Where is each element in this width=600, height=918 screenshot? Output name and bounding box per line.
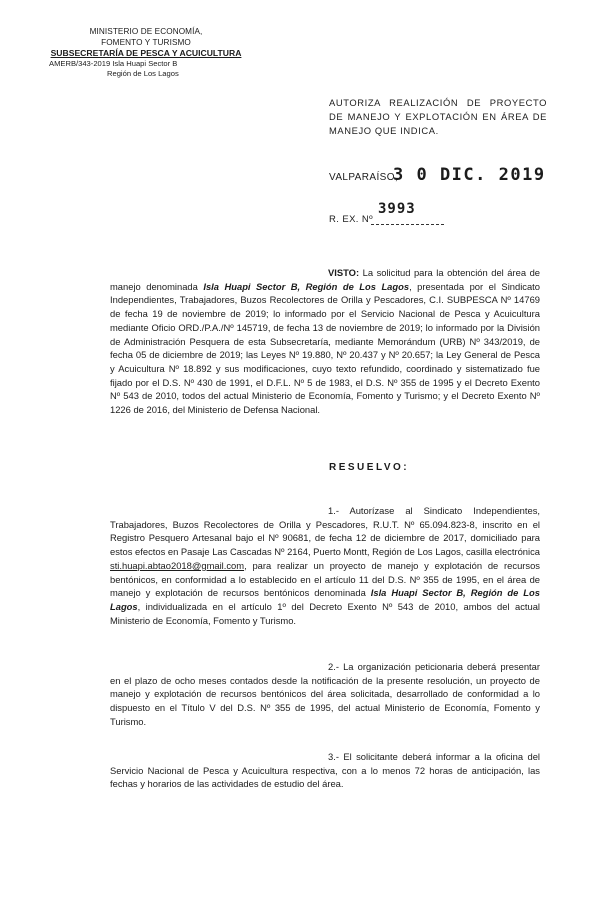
region-reference: Región de Los Lagos (107, 69, 179, 79)
article-3: 3.- El solicitante deberá informar a la oficina del Servicio Nacional de Pesca y Acuicultura respectiva, con a lo menos 72 horas de anticipación, las fechas y horarios de las actividades de estudio del área. (110, 751, 540, 790)
article-2: 2.- La organización peticionaria deberá presentar en el plazo de ocho meses contados desde la notificación de la presente resolución, un proyecto de manejo y explotación de recursos bentónicos del área solicitada, desarrollado de conformidad a lo dispuesto en el Título V del D.S. Nº 355 de 1995, del actual Ministerio de Economía, Fomento y Turismo. (110, 661, 540, 727)
article-1-text-1: 1.- Autorízase al Sindicato Independientes, Trabajadores, Buzos Recolectores de Orilla y Pescadores, R.U.T. Nº 65.094.823-8, inscrito en el Registro Pesquero Artesanal bajo el Nº 90681, de fecha 12 de diciembre de 2017, domiciliado para estos efectos en Pasaje Las Cascadas Nº 2164, Puerto Montt, Región de Los Lagos, casilla electrónica (110, 505, 540, 558)
email-link[interactable]: sti.huapi.abtao2018@gmail.com (110, 559, 245, 571)
visto-text-1: La solicitud para la obtención del área de manejo denominada (110, 267, 540, 292)
resolution-subject: AUTORIZA REALIZACIÓN DE PROYECTO DE MANEJO Y EXPLOTACIÓN EN ÁREA DE MANEJO QUE INDICA. (329, 97, 547, 136)
visto-paragraph (110, 266, 540, 417)
place-label: VALPARAÍSO, (329, 172, 399, 183)
ministry-name: MINISTERIO DE ECONOMÍA, (89, 27, 203, 36)
article-1-area-name: Isla Huapi Sector B, Región de Los Lagos (110, 587, 540, 612)
article-1 (110, 504, 540, 627)
date-stamp: 3 0 DIC. 2019 (393, 165, 546, 185)
article-1-text-3: , individualizada en el artículo 1º del Decreto Exento Nº 543 de 2010, ambos del actual Ministerio de Economía, Fomento y Turismo. (110, 600, 540, 626)
visto-area-name: Isla Huapi Sector B, Región de Los Lagos (203, 280, 410, 292)
letterhead (46, 27, 246, 80)
visto-label: VISTO: (328, 267, 360, 278)
resolution-number: 3993 (378, 201, 416, 217)
ministry-name-cont: FOMENTO Y TURISMO (101, 37, 191, 47)
article-1-text-2: , para realizar un proyecto de manejo y explotación de recursos bentónicos, en conformidad a lo establecido en el artículo 11 del D.S. Nº 355 de 1995, en el área de manejo y explotación de recursos bentónicos denominada (110, 559, 540, 599)
resolution-number-label: R. EX. Nº (329, 214, 374, 225)
visto-text-2: , presentada por el Sindicato Independientes, Trabajadores, Buzos Recolectores de Orilla y Pescadores, C.I. SUBPESCA Nº 14769 de fecha 19 de noviembre de 2019; lo informado por el Servicio Nacional de Pesca y Acuicultura mediante Oficio ORD./P.A./Nº 145719, de fecha 13 de noviembre de 2019; lo informado por la División de Administración Pesquera de esta Subsecretaría, mediante Memorándum (URB) Nº 343/2019, de fecha 05 de diciembre de 2019; las Leyes Nº 19.880, Nº 20.437 y Nº 20.657; la Ley General de Pesca y Acuicultura Nº 18.892 y sus modificaciones, cuyo texto refundido, coordinado y sistematizado fue fijado por el D.S. Nº 430 de 1991, el D.F.L. Nº 5 de 1983, el D.S. Nº 355 de 1995 y el Decreto Exento Nº 543 de 2010, todos del actual Ministerio de Economía, Fomento y Turismo; y el Decreto Exento Nº 1226 de 2016, del Ministerio de Defensa Nacional. (110, 280, 541, 416)
file-reference: AMERB/343-2019 Isla Huapi Sector B (49, 58, 178, 68)
resuelvo-heading: RESUELVO: (329, 462, 410, 473)
undersecretariat-name: SUBSECRETARÍA DE PESCA Y ACUICULTURA (50, 48, 242, 59)
